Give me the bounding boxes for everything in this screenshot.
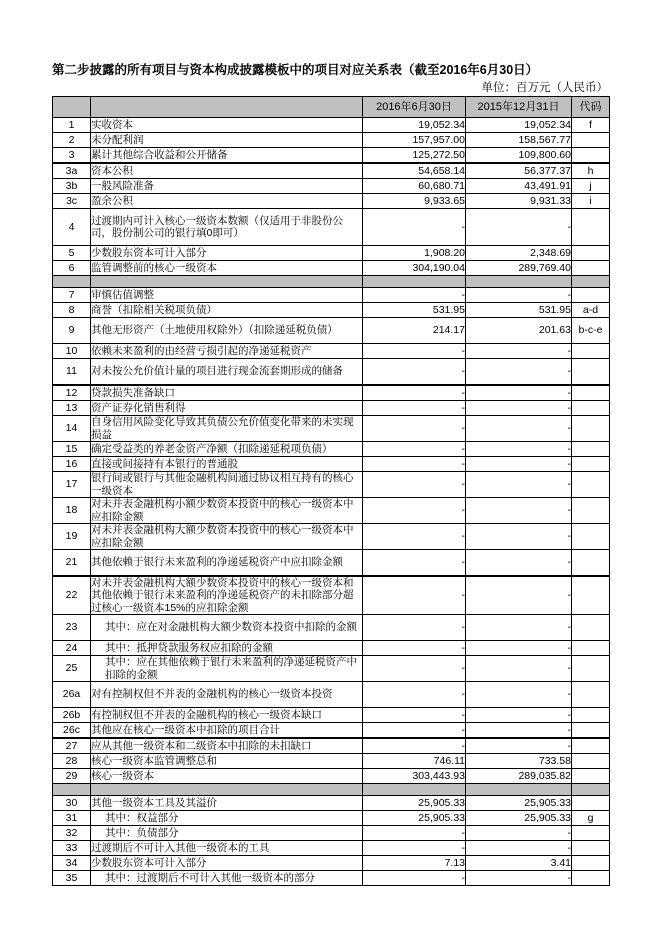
reference-code-cell <box>572 576 610 615</box>
value-current-period: - <box>363 524 466 550</box>
table-row <box>53 118 610 133</box>
row-number-cell: 26b <box>53 708 91 723</box>
section-separator-row <box>53 784 610 796</box>
value-previous-period: - <box>466 442 572 457</box>
value-current-period: - <box>363 841 466 856</box>
value-current-period: - <box>363 416 466 442</box>
value-previous-period: 158,567.77 <box>466 133 572 148</box>
row-item-label: 其他应在核心一级资本中扣除的项目合计 <box>91 723 363 739</box>
row-item-label: 商誉（扣除相关税项负债） <box>91 303 363 318</box>
table-row <box>53 385 610 401</box>
table-row <box>53 209 610 246</box>
value-current-period: 157,957.00 <box>363 133 466 148</box>
capital-composition-table <box>52 96 610 886</box>
value-current-period: - <box>363 641 466 656</box>
row-number-cell: 29 <box>53 769 91 784</box>
value-previous-period: - <box>466 656 572 682</box>
value-previous-period: - <box>466 708 572 723</box>
table-row <box>53 826 610 841</box>
value-current-period: - <box>363 738 466 754</box>
column-header-number <box>53 97 91 118</box>
table-row <box>53 416 610 442</box>
value-previous-period: - <box>466 472 572 498</box>
value-previous-period: - <box>466 738 572 754</box>
reference-code-cell <box>572 261 610 276</box>
column-header-period-current: 2016年6月30日 <box>363 97 466 118</box>
value-previous-period: - <box>466 385 572 401</box>
page-title: 第二步披露的所有项目与资本构成披露模板中的项目对应关系表（截至2016年6月30日） <box>52 63 539 77</box>
value-current-period: 125,272.50 <box>363 148 466 164</box>
row-item-label: 一般风险准备 <box>91 179 363 194</box>
value-current-period: - <box>363 385 466 401</box>
row-item-label: 其中：应在对金融机构大额少数资本投资中扣除的金额 <box>91 615 363 641</box>
value-previous-period: 2,348.69 <box>466 246 572 261</box>
reference-code-cell <box>572 769 610 784</box>
table-row <box>53 318 610 344</box>
value-previous-period: 109,800.60 <box>466 148 572 164</box>
reference-code-cell <box>572 550 610 577</box>
reference-code-cell <box>572 723 610 739</box>
row-number-cell: 16 <box>53 457 91 472</box>
value-current-period: 304,190.04 <box>363 261 466 276</box>
table-row <box>53 856 610 871</box>
table-row <box>53 148 610 164</box>
value-current-period: 303,443.93 <box>363 769 466 784</box>
value-current-period: - <box>363 708 466 723</box>
row-item-label: 资产证券化销售利得 <box>91 401 363 416</box>
row-item-label: 对未并表金融机构大额少数资本投资中的核心一级资本中应扣除金额 <box>91 524 363 550</box>
value-previous-period: - <box>466 209 572 246</box>
separator-cell <box>466 276 572 288</box>
table-row <box>53 261 610 276</box>
value-current-period: - <box>363 472 466 498</box>
value-previous-period: - <box>466 615 572 641</box>
row-item-label: 过渡期后不可计入其他一级资本的工具 <box>91 841 363 856</box>
value-previous-period: 3.41 <box>466 856 572 871</box>
reference-code-cell <box>572 498 610 524</box>
row-item-label: 其他无形资产（土地使用权除外）（扣除递延税负债） <box>91 318 363 344</box>
value-previous-period: - <box>466 359 572 386</box>
row-number-cell: 30 <box>53 796 91 811</box>
value-current-period: - <box>363 723 466 739</box>
table-row <box>53 288 610 303</box>
row-number-cell: 34 <box>53 856 91 871</box>
value-current-period: - <box>363 656 466 682</box>
value-current-period: - <box>363 682 466 708</box>
row-number-cell: 5 <box>53 246 91 261</box>
value-previous-period: - <box>466 344 572 359</box>
row-number-cell: 12 <box>53 385 91 401</box>
value-current-period: 7.13 <box>363 856 466 871</box>
row-item-label: 盈余公积 <box>91 194 363 209</box>
value-current-period: - <box>363 401 466 416</box>
row-number-cell: 2 <box>53 133 91 148</box>
value-current-period: 60,680.71 <box>363 179 466 194</box>
row-item-label: 审慎估值调整 <box>91 288 363 303</box>
value-previous-period: 9,931.33 <box>466 194 572 209</box>
table-row <box>53 576 610 615</box>
reference-code-cell: h <box>572 163 610 179</box>
table-row <box>53 796 610 811</box>
table-row <box>53 401 610 416</box>
row-item-label: 其中：权益部分 <box>91 811 363 826</box>
reference-code-cell <box>572 754 610 769</box>
table-row <box>53 133 610 148</box>
table-row <box>53 738 610 754</box>
table-row <box>53 723 610 739</box>
row-item-label: 其他依赖于银行未来盈利的净递延税资产中应扣除金额 <box>91 550 363 577</box>
value-current-period: 25,905.33 <box>363 811 466 826</box>
reference-code-cell <box>572 472 610 498</box>
value-current-period: - <box>363 871 466 886</box>
reference-code-cell <box>572 682 610 708</box>
value-current-period: - <box>363 344 466 359</box>
separator-cell <box>91 276 363 288</box>
value-current-period: - <box>363 288 466 303</box>
row-number-cell: 22 <box>53 576 91 615</box>
separator-cell <box>363 276 466 288</box>
reference-code-cell: f <box>572 118 610 133</box>
value-current-period: - <box>363 442 466 457</box>
reference-code-cell <box>572 344 610 359</box>
reference-code-cell <box>572 708 610 723</box>
row-number-cell: 28 <box>53 754 91 769</box>
reference-code-cell <box>572 148 610 164</box>
reference-code-cell <box>572 401 610 416</box>
header-row <box>53 97 610 118</box>
row-number-cell: 11 <box>53 359 91 386</box>
value-current-period: 746.11 <box>363 754 466 769</box>
row-number-cell: 15 <box>53 442 91 457</box>
row-number-cell: 3c <box>53 194 91 209</box>
table-row <box>53 359 610 386</box>
table-row <box>53 498 610 524</box>
value-previous-period: - <box>466 416 572 442</box>
reference-code-cell: b-c-e <box>572 318 610 344</box>
row-number-cell: 14 <box>53 416 91 442</box>
table-row <box>53 841 610 856</box>
row-item-label: 资本公积 <box>91 163 363 179</box>
value-previous-period: - <box>466 457 572 472</box>
row-number-cell: 3b <box>53 179 91 194</box>
value-current-period: - <box>363 576 466 615</box>
value-previous-period: - <box>466 871 572 886</box>
table-row <box>53 871 610 886</box>
table-row <box>53 303 610 318</box>
capital-table-container <box>52 96 609 886</box>
row-number-cell: 3a <box>53 163 91 179</box>
value-previous-period: - <box>466 401 572 416</box>
row-item-label: 对未并表金融机构小额少数资本投资中的核心一级资本中应扣除金额 <box>91 498 363 524</box>
row-number-cell: 17 <box>53 472 91 498</box>
unit-note: 单位：百万元（人民币） <box>481 82 608 94</box>
row-number-cell: 18 <box>53 498 91 524</box>
value-current-period: - <box>363 209 466 246</box>
row-item-label: 其他一级资本工具及其溢价 <box>91 796 363 811</box>
separator-cell <box>53 784 91 796</box>
row-item-label: 监管调整前的核心一级资本 <box>91 261 363 276</box>
value-current-period: 9,933.65 <box>363 194 466 209</box>
value-previous-period: - <box>466 498 572 524</box>
value-previous-period: - <box>466 723 572 739</box>
row-number-cell: 23 <box>53 615 91 641</box>
reference-code-cell <box>572 457 610 472</box>
value-current-period: 1,908.20 <box>363 246 466 261</box>
value-previous-period: 43,491.91 <box>466 179 572 194</box>
reference-code-cell <box>572 246 610 261</box>
value-current-period: - <box>363 826 466 841</box>
row-item-label: 少数股东资本可计入部分 <box>91 856 363 871</box>
row-item-label: 对未并表金融机构大额少数资本投资中的核心一级资本和其他依赖于银行未来盈利的净递延税资产的未扣除部分超过核心一级资本15%的应扣除金额 <box>91 576 363 615</box>
row-item-label: 未分配利润 <box>91 133 363 148</box>
row-number-cell: 9 <box>53 318 91 344</box>
row-item-label: 依赖未来盈利的由经营亏损引起的净递延税资产 <box>91 344 363 359</box>
column-header-item <box>91 97 363 118</box>
row-number-cell: 26a <box>53 682 91 708</box>
reference-code-cell <box>572 288 610 303</box>
column-header-code: 代码 <box>572 97 610 118</box>
value-current-period: 54,658.14 <box>363 163 466 179</box>
reference-code-cell <box>572 385 610 401</box>
table-row <box>53 811 610 826</box>
value-previous-period: - <box>466 576 572 615</box>
row-number-cell: 4 <box>53 209 91 246</box>
value-current-period: - <box>363 550 466 577</box>
value-previous-period: - <box>466 826 572 841</box>
row-item-label: 应从其他一级资本和二级资本中扣除的未扣缺口 <box>91 738 363 754</box>
table-header <box>53 97 610 118</box>
reference-code-cell <box>572 524 610 550</box>
value-previous-period: 201.63 <box>466 318 572 344</box>
value-previous-period: - <box>466 550 572 577</box>
separator-cell <box>53 276 91 288</box>
table-row <box>53 615 610 641</box>
table-row <box>53 524 610 550</box>
row-item-label: 对有控制权但不并表的金融机构的核心一级资本投资 <box>91 682 363 708</box>
table-row <box>53 344 610 359</box>
table-row <box>53 656 610 682</box>
row-number-cell: 24 <box>53 641 91 656</box>
table-row <box>53 472 610 498</box>
row-number-cell: 13 <box>53 401 91 416</box>
value-previous-period: - <box>466 641 572 656</box>
value-current-period: - <box>363 615 466 641</box>
row-item-label: 贷款损失准备缺口 <box>91 385 363 401</box>
row-number-cell: 21 <box>53 550 91 577</box>
row-number-cell: 31 <box>53 811 91 826</box>
value-current-period: - <box>363 359 466 386</box>
reference-code-cell <box>572 796 610 811</box>
value-previous-period: 531.95 <box>466 303 572 318</box>
reference-code-cell: i <box>572 194 610 209</box>
table-body <box>53 118 610 886</box>
value-previous-period: 289,035.82 <box>466 769 572 784</box>
row-item-label: 有控制权但不并表的金融机构的核心一级资本缺口 <box>91 708 363 723</box>
column-header-period-previous: 2015年12月31日 <box>466 97 572 118</box>
row-number-cell: 10 <box>53 344 91 359</box>
row-item-label: 过渡期内可计入核心一级资本数额（仅适用于非股份公司，股份制公司的银行填0即可） <box>91 209 363 246</box>
reference-code-cell <box>572 871 610 886</box>
row-number-cell: 25 <box>53 656 91 682</box>
table-row <box>53 194 610 209</box>
row-item-label: 其中：负债部分 <box>91 826 363 841</box>
table-row <box>53 442 610 457</box>
section-separator-row <box>53 276 610 288</box>
row-item-label: 核心一级资本 <box>91 769 363 784</box>
row-number-cell: 32 <box>53 826 91 841</box>
row-item-label: 对未按公允价值计量的项目进行现金流套期形成的储备 <box>91 359 363 386</box>
reference-code-cell <box>572 856 610 871</box>
row-item-label: 直接或间接持有本银行的普通股 <box>91 457 363 472</box>
value-previous-period: 25,905.33 <box>466 796 572 811</box>
reference-code-cell <box>572 641 610 656</box>
reference-code-cell: g <box>572 811 610 826</box>
reference-code-cell <box>572 416 610 442</box>
reference-code-cell <box>572 209 610 246</box>
row-item-label: 确定受益类的养老金资产净额（扣除递延税项负债） <box>91 442 363 457</box>
reference-code-cell <box>572 442 610 457</box>
reference-code-cell <box>572 656 610 682</box>
separator-cell <box>572 276 610 288</box>
table-row <box>53 246 610 261</box>
value-current-period: 214.17 <box>363 318 466 344</box>
table-row <box>53 769 610 784</box>
reference-code-cell <box>572 133 610 148</box>
row-item-label: 核心一级资本监管调整总和 <box>91 754 363 769</box>
value-previous-period: - <box>466 524 572 550</box>
row-item-label: 银行间或银行与其他金融机构间通过协议相互持有的核心一级资本 <box>91 472 363 498</box>
value-current-period: 25,905.33 <box>363 796 466 811</box>
row-number-cell: 1 <box>53 118 91 133</box>
value-current-period: - <box>363 498 466 524</box>
table-row <box>53 708 610 723</box>
row-number-cell: 8 <box>53 303 91 318</box>
reference-code-cell: a-d <box>572 303 610 318</box>
table-row <box>53 641 610 656</box>
row-number-cell: 7 <box>53 288 91 303</box>
value-previous-period: - <box>466 682 572 708</box>
row-number-cell: 26c <box>53 723 91 739</box>
row-item-label: 其中：抵押贷款服务权应扣除的金额 <box>91 641 363 656</box>
value-previous-period: - <box>466 288 572 303</box>
reference-code-cell <box>572 359 610 386</box>
value-current-period: 19,052.34 <box>363 118 466 133</box>
row-number-cell: 27 <box>53 738 91 754</box>
table-row <box>53 179 610 194</box>
row-number-cell: 35 <box>53 871 91 886</box>
row-item-label: 少数股东资本可计入部分 <box>91 246 363 261</box>
value-previous-period: - <box>466 841 572 856</box>
reference-code-cell <box>572 615 610 641</box>
value-current-period: 531.95 <box>363 303 466 318</box>
separator-cell <box>466 784 572 796</box>
reference-code-cell <box>572 841 610 856</box>
reference-code-cell <box>572 826 610 841</box>
separator-cell <box>91 784 363 796</box>
table-row <box>53 163 610 179</box>
value-previous-period: 733.58 <box>466 754 572 769</box>
separator-cell <box>572 784 610 796</box>
row-number-cell: 19 <box>53 524 91 550</box>
table-row <box>53 457 610 472</box>
row-item-label: 实收资本 <box>91 118 363 133</box>
reference-code-cell <box>572 738 610 754</box>
value-previous-period: 25,905.33 <box>466 811 572 826</box>
table-row <box>53 682 610 708</box>
value-previous-period: 56,377.37 <box>466 163 572 179</box>
row-item-label: 累计其他综合收益和公开储备 <box>91 148 363 164</box>
row-item-label: 其中：应在其他依赖于银行未来盈利的净递延税资产中扣除的金额 <box>91 656 363 682</box>
table-row <box>53 550 610 577</box>
row-item-label: 自身信用风险变化导致其负债公允价值变化带来的未实现损益 <box>91 416 363 442</box>
table-row <box>53 754 610 769</box>
separator-cell <box>363 784 466 796</box>
value-previous-period: 289,769.40 <box>466 261 572 276</box>
row-number-cell: 3 <box>53 148 91 164</box>
value-current-period: - <box>363 457 466 472</box>
value-previous-period: 19,052.34 <box>466 118 572 133</box>
row-number-cell: 33 <box>53 841 91 856</box>
row-number-cell: 6 <box>53 261 91 276</box>
reference-code-cell: j <box>572 179 610 194</box>
row-item-label: 其中：过渡期后不可计入其他一级资本的部分 <box>91 871 363 886</box>
